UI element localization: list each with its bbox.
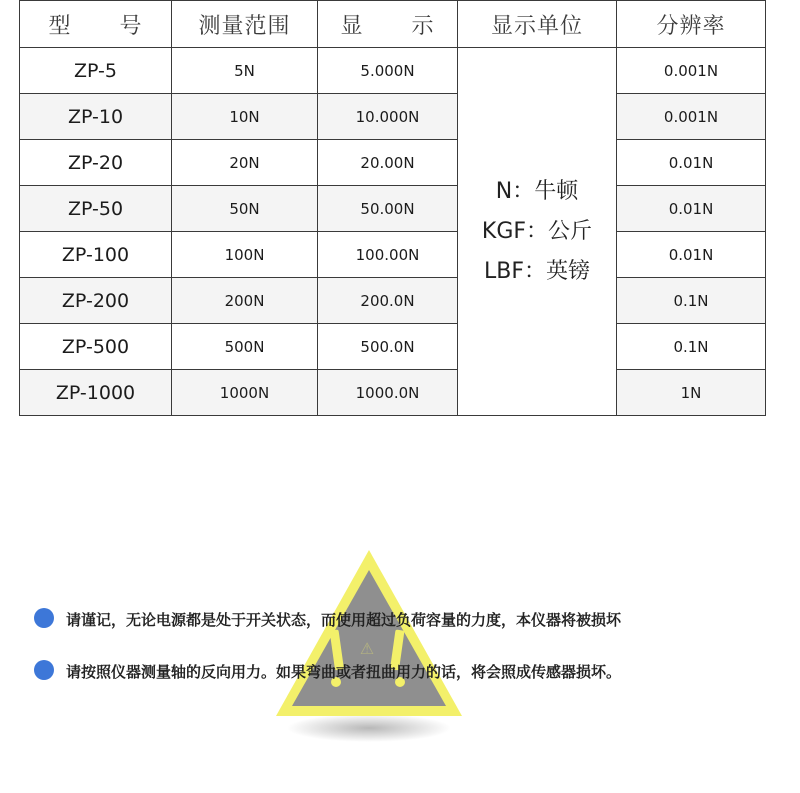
note-text: 请谨记，无论电源都是处于开关状态，而使用超过负荷容量的力度，本仪器将被损坏 [66,611,622,629]
cell-resolution: 0.001N [617,48,766,94]
cell-display: 100.00N [318,232,458,278]
table-row [20,94,766,140]
note-text: 请按照仪器测量轴的反向用力。如果弯曲或者扭曲用力的话，将会照成传感器损坏。 [66,663,622,681]
header-model: 型 号 [20,1,172,48]
table-row [20,232,766,278]
cell-display: 1000.0N [318,370,458,416]
cell-resolution: 0.01N [617,232,766,278]
cell-range: 50N [172,186,318,232]
cell-range: 200N [172,278,318,324]
table-row [20,186,766,232]
header-unit: 显示单位 [458,1,617,48]
spec-table [19,0,766,416]
header-resolution: 分辨率 [617,1,766,48]
bullet-dot [34,608,54,628]
cell-range: 5N [172,48,318,94]
cell-display: 200.0N [318,278,458,324]
cell-range: 500N [172,324,318,370]
cell-range: 10N [172,94,318,140]
header-row [20,1,766,48]
cell-model: ZP-1000 [20,370,172,416]
cell-model: ZP-200 [20,278,172,324]
note-item [34,606,774,632]
warning-shadow [287,714,451,742]
cell-display: 20.00N [318,140,458,186]
cell-model: ZP-10 [20,94,172,140]
table-row [20,140,766,186]
note-item [34,658,774,684]
cell-display: 500.0N [318,324,458,370]
unit-lbf: LBF：英镑 [483,258,590,284]
cell-model: ZP-5 [20,48,172,94]
cell-display: 50.00N [318,186,458,232]
cell-resolution: 0.01N [617,186,766,232]
cell-resolution: 0.001N [617,94,766,140]
header-display: 显 示 [318,1,458,48]
warning-faint-mark: ⚠ [359,639,375,658]
table-row [20,324,766,370]
cell-resolution: 1N [617,370,766,416]
unit-newton: N：牛顿 [495,178,579,204]
table-row [20,278,766,324]
cell-model: ZP-500 [20,324,172,370]
header-range: 测量范围 [172,1,318,48]
warning-notes [34,606,774,710]
cell-resolution: 0.01N [617,140,766,186]
cell-range: 1000N [172,370,318,416]
units-cell [458,48,617,416]
cell-range: 20N [172,140,318,186]
cell-resolution: 0.1N [617,324,766,370]
cell-display: 10.000N [318,94,458,140]
table-row [20,370,766,416]
table-row [20,48,766,94]
cell-display: 5.000N [318,48,458,94]
cell-resolution: 0.1N [617,278,766,324]
unit-kgf: KGF：公斤 [481,218,593,244]
cell-model: ZP-100 [20,232,172,278]
cell-model: ZP-20 [20,140,172,186]
cell-model: ZP-50 [20,186,172,232]
bullet-dot [34,660,54,680]
cell-range: 100N [172,232,318,278]
